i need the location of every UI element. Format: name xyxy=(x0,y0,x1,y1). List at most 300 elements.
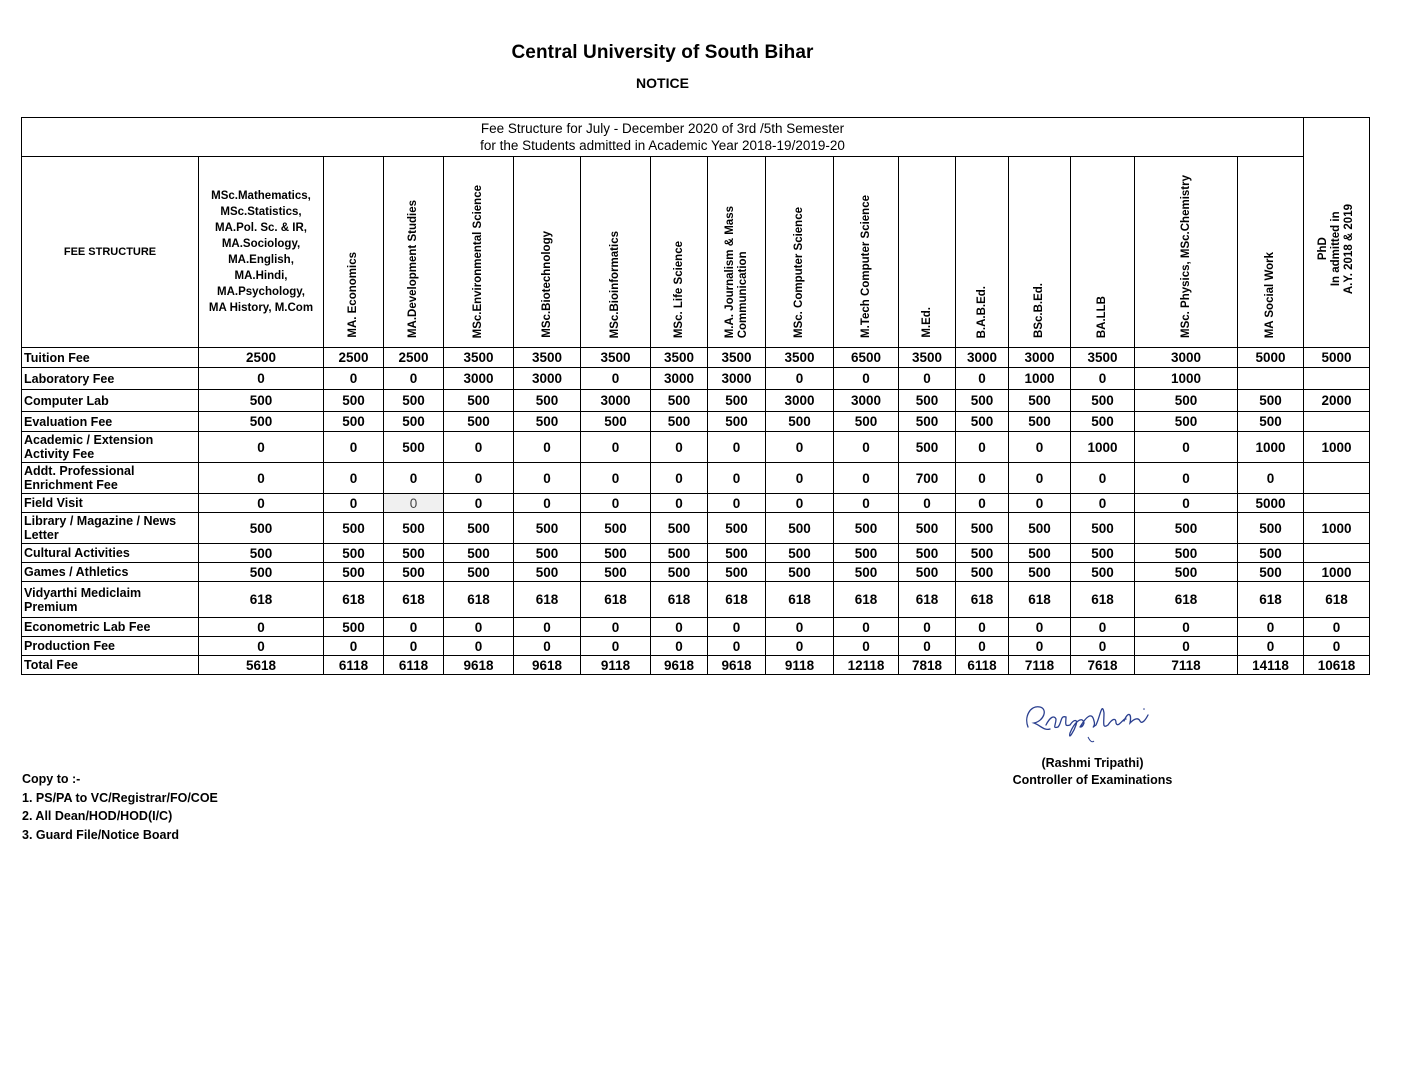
fee-cell: 618 xyxy=(199,582,324,618)
fee-cell: 500 xyxy=(1135,513,1238,544)
fee-cell: 3500 xyxy=(899,348,956,368)
fee-cell: 500 xyxy=(708,563,766,582)
table-caption xyxy=(22,118,1304,157)
fee-cell xyxy=(1304,544,1370,563)
fee-structure-table xyxy=(21,117,1370,675)
column-header xyxy=(384,157,444,348)
fee-cell: 618 xyxy=(834,582,899,618)
fee-cell: 0 xyxy=(444,637,514,656)
fee-cell: 500 xyxy=(384,544,444,563)
fee-cell: 0 xyxy=(766,463,834,494)
copy-to-heading: Copy to :- xyxy=(22,772,81,786)
fee-cell: 0 xyxy=(581,618,651,637)
fee-cell: 0 xyxy=(1238,463,1304,494)
fee-cell: 0 xyxy=(708,432,766,463)
fee-cell: 500 xyxy=(1135,390,1238,412)
fee-cell: 6118 xyxy=(956,656,1009,675)
fee-cell: 500 xyxy=(581,563,651,582)
fee-cell: 500 xyxy=(384,412,444,432)
column-header xyxy=(1238,157,1304,348)
fee-cell: 2500 xyxy=(199,348,324,368)
fee-cell: 0 xyxy=(834,368,899,390)
fee-cell: 0 xyxy=(384,637,444,656)
fee-cell: 0 xyxy=(384,618,444,637)
fee-cell: 9118 xyxy=(766,656,834,675)
fee-cell: 0 xyxy=(199,432,324,463)
row-label: Tuition Fee xyxy=(22,348,199,368)
fee-cell: 0 xyxy=(1009,637,1071,656)
fee-cell: 0 xyxy=(1238,618,1304,637)
fee-cell: 500 xyxy=(324,390,384,412)
fee-cell: 500 xyxy=(766,412,834,432)
fee-cell: 0 xyxy=(956,463,1009,494)
fee-cell: 10618 xyxy=(1304,656,1370,675)
row-label: Econometric Lab Fee xyxy=(22,618,199,637)
fee-cell: 7118 xyxy=(1135,656,1238,675)
fee-cell: 0 xyxy=(444,463,514,494)
fee-cell: 9618 xyxy=(708,656,766,675)
fee-cell: 0 xyxy=(324,463,384,494)
fee-cell: 0 xyxy=(766,494,834,513)
fee-cell: 0 xyxy=(708,637,766,656)
column-header-label: MSc.Environmental Science xyxy=(472,184,484,338)
column-header xyxy=(199,157,324,348)
fee-cell: 500 xyxy=(899,432,956,463)
fee-cell: 0 xyxy=(956,637,1009,656)
column-header-label: MA.Development Studies xyxy=(407,199,419,338)
fee-cell: 500 xyxy=(444,544,514,563)
fee-cell: 1000 xyxy=(1304,432,1370,463)
table-row xyxy=(22,463,1370,494)
row-label: Field Visit xyxy=(22,494,199,513)
fee-cell: 500 xyxy=(514,513,581,544)
fee-cell: 0 xyxy=(324,368,384,390)
fee-cell: 500 xyxy=(444,390,514,412)
fee-cell: 0 xyxy=(199,463,324,494)
column-header-label: M.A. Journalism & Mass Communication xyxy=(723,205,749,338)
fee-cell: 0 xyxy=(199,494,324,513)
fee-cell: 500 xyxy=(199,390,324,412)
fee-cell: 9118 xyxy=(581,656,651,675)
fee-cell: 500 xyxy=(1238,544,1304,563)
fee-cell: 500 xyxy=(1009,412,1071,432)
fee-cell: 0 xyxy=(1135,637,1238,656)
fee-cell: 618 xyxy=(384,582,444,618)
fee-cell: 500 xyxy=(1238,390,1304,412)
copy-to-item: 1. PS/PA to VC/Registrar/FO/COE xyxy=(22,790,218,805)
column-header xyxy=(1304,118,1370,348)
fee-cell: 0 xyxy=(1009,618,1071,637)
fee-cell: 618 xyxy=(1304,582,1370,618)
row-label: Addt. Professional Enrichment Fee xyxy=(22,463,199,494)
fee-cell: 0 xyxy=(1071,368,1135,390)
fee-cell: 0 xyxy=(199,618,324,637)
fee-cell: 7118 xyxy=(1009,656,1071,675)
fee-cell: 500 xyxy=(956,390,1009,412)
fee-cell: 0 xyxy=(1071,494,1135,513)
column-header xyxy=(1071,157,1135,348)
fee-cell: 3500 xyxy=(1071,348,1135,368)
fee-cell: 3500 xyxy=(766,348,834,368)
fee-cell: 500 xyxy=(1238,412,1304,432)
fee-cell: 0 xyxy=(1071,463,1135,494)
fee-cell xyxy=(1304,412,1370,432)
fee-cell: 0 xyxy=(581,494,651,513)
fee-cell: 3000 xyxy=(708,368,766,390)
fee-cell: 0 xyxy=(1071,637,1135,656)
fee-cell: 500 xyxy=(899,412,956,432)
fee-cell: 500 xyxy=(956,513,1009,544)
fee-cell: 7618 xyxy=(1071,656,1135,675)
fee-cell: 618 xyxy=(1009,582,1071,618)
fee-cell: 500 xyxy=(1009,544,1071,563)
fee-cell: 500 xyxy=(384,513,444,544)
fee-cell: 500 xyxy=(199,563,324,582)
fee-cell: 500 xyxy=(1135,412,1238,432)
fee-cell: 6118 xyxy=(384,656,444,675)
fee-cell: 0 xyxy=(899,637,956,656)
fee-cell: 0 xyxy=(956,494,1009,513)
fee-cell: 0 xyxy=(1135,494,1238,513)
fee-cell: 0 xyxy=(1304,618,1370,637)
fee-cell: 0 xyxy=(581,368,651,390)
fee-structure-header: FEE STRUCTURE xyxy=(22,157,199,348)
fee-cell: 500 xyxy=(324,544,384,563)
column-header xyxy=(444,157,514,348)
fee-cell: 500 xyxy=(1135,563,1238,582)
column-header-label: MSc.Bioinformatics xyxy=(609,230,621,338)
column-header xyxy=(899,157,956,348)
fee-cell: 500 xyxy=(1238,563,1304,582)
fee-cell: 0 xyxy=(834,432,899,463)
column-header-label: MSc. Life Science xyxy=(672,240,685,338)
fee-cell: 0 xyxy=(956,368,1009,390)
fee-cell: 500 xyxy=(766,544,834,563)
fee-cell: 0 xyxy=(199,637,324,656)
fee-cell: 500 xyxy=(1071,513,1135,544)
fee-cell: 0 xyxy=(651,432,708,463)
university-title: Central University of South Bihar xyxy=(511,42,814,63)
fee-cell: 500 xyxy=(651,412,708,432)
copy-to-item: 2. All Dean/HOD/HOD(I/C) xyxy=(22,809,173,823)
column-header xyxy=(324,157,384,348)
fee-cell: 500 xyxy=(956,563,1009,582)
fee-cell: 500 xyxy=(708,544,766,563)
fee-cell: 0 xyxy=(444,432,514,463)
fee-cell: 3000 xyxy=(581,390,651,412)
fee-cell: 618 xyxy=(1071,582,1135,618)
fee-cell: 3000 xyxy=(1009,348,1071,368)
fee-cell: 500 xyxy=(708,513,766,544)
fee-cell: 1000 xyxy=(1135,368,1238,390)
fee-cell: 500 xyxy=(1135,544,1238,563)
fee-cell: 500 xyxy=(708,412,766,432)
fee-cell: 700 xyxy=(899,463,956,494)
table-row xyxy=(22,432,1370,463)
fee-cell: 0 xyxy=(834,494,899,513)
row-label: Computer Lab xyxy=(22,390,199,412)
fee-cell: 9618 xyxy=(444,656,514,675)
fee-cell: 0 xyxy=(514,637,581,656)
fee-cell: 618 xyxy=(899,582,956,618)
fee-cell: 500 xyxy=(444,412,514,432)
fee-cell: 500 xyxy=(651,513,708,544)
fee-cell: 3500 xyxy=(651,348,708,368)
fee-cell: 0 xyxy=(651,618,708,637)
fee-cell: 618 xyxy=(581,582,651,618)
fee-cell: 0 xyxy=(708,494,766,513)
copy-to-list xyxy=(22,770,218,844)
fee-cell: 9618 xyxy=(651,656,708,675)
fee-cell: 3500 xyxy=(708,348,766,368)
fee-cell: 0 xyxy=(1071,618,1135,637)
fee-cell: 0 xyxy=(899,368,956,390)
fee-cell: 0 xyxy=(766,368,834,390)
column-header xyxy=(1009,157,1071,348)
row-label: Library / Magazine / News Letter xyxy=(22,513,199,544)
fee-cell: 0 xyxy=(1135,463,1238,494)
column-header-label: MSc. Computer Science xyxy=(793,206,805,338)
fee-cell: 500 xyxy=(1009,390,1071,412)
fee-cell: 5000 xyxy=(1238,494,1304,513)
fee-cell: 500 xyxy=(956,544,1009,563)
fee-cell xyxy=(1238,368,1304,390)
fee-cell: 12118 xyxy=(834,656,899,675)
fee-cell: 0 xyxy=(766,637,834,656)
fee-cell: 500 xyxy=(1071,563,1135,582)
fee-cell: 0 xyxy=(514,494,581,513)
column-header xyxy=(766,157,834,348)
copy-to-item: 3. Guard File/Notice Board xyxy=(22,827,179,842)
column-header xyxy=(834,157,899,348)
fee-cell: 3500 xyxy=(444,348,514,368)
fee-cell: 500 xyxy=(384,390,444,412)
fee-cell: 0 xyxy=(324,494,384,513)
table-row xyxy=(22,563,1370,582)
row-label: Production Fee xyxy=(22,637,199,656)
column-header-label: MA Social Work xyxy=(1264,251,1276,338)
fee-cell: 0 xyxy=(1135,432,1238,463)
column-header xyxy=(651,157,708,348)
fee-cell: 500 xyxy=(581,544,651,563)
fee-cell: 500 xyxy=(834,513,899,544)
fee-cell: 0 xyxy=(708,618,766,637)
caption-line-1: Fee Structure for July - December 2020 of 3rd /5th Semester xyxy=(480,121,845,136)
fee-cell: 500 xyxy=(1009,563,1071,582)
fee-cell: 618 xyxy=(766,582,834,618)
fee-cell: 500 xyxy=(899,390,956,412)
signatory-designation: Controller of Examinations xyxy=(1012,773,1173,787)
fee-cell: 3500 xyxy=(514,348,581,368)
fee-cell: 500 xyxy=(581,513,651,544)
table-row xyxy=(22,368,1370,390)
signatory-block xyxy=(1000,755,1185,789)
fee-cell: 0 xyxy=(834,637,899,656)
fee-cell: 2000 xyxy=(1304,390,1370,412)
fee-cell: 0 xyxy=(1009,494,1071,513)
fee-cell: 618 xyxy=(708,582,766,618)
table-row xyxy=(22,618,1370,637)
fee-cell: 0 xyxy=(324,432,384,463)
column-header xyxy=(956,157,1009,348)
column-header xyxy=(708,157,766,348)
column-header-label: M.Tech Computer Science xyxy=(859,195,872,338)
fee-cell: 0 xyxy=(581,637,651,656)
fee-cell: 0 xyxy=(581,463,651,494)
fee-cell: 500 xyxy=(1071,390,1135,412)
fee-cell: 500 xyxy=(651,390,708,412)
fee-cell: 5618 xyxy=(199,656,324,675)
fee-cell: 500 xyxy=(444,563,514,582)
fee-cell: 3000 xyxy=(766,390,834,412)
fee-cell: 0 xyxy=(1009,432,1071,463)
fee-cell: 6118 xyxy=(324,656,384,675)
table-row xyxy=(22,348,1370,368)
fee-cell: 500 xyxy=(514,544,581,563)
fee-cell: 500 xyxy=(899,544,956,563)
fee-cell: 500 xyxy=(834,544,899,563)
fee-cell: 3500 xyxy=(581,348,651,368)
fee-cell: 0 xyxy=(384,494,444,513)
column-header-label: BA.LLB xyxy=(1096,295,1108,338)
fee-cell: 0 xyxy=(1009,463,1071,494)
column-header xyxy=(1135,157,1238,348)
fee-cell: 0 xyxy=(1238,637,1304,656)
fee-cell: 500 xyxy=(514,412,581,432)
fee-cell: 500 xyxy=(899,513,956,544)
fee-cell: 618 xyxy=(1238,582,1304,618)
table-row xyxy=(22,390,1370,412)
fee-cell: 0 xyxy=(514,432,581,463)
fee-cell: 0 xyxy=(834,618,899,637)
fee-cell: 0 xyxy=(766,618,834,637)
fee-cell: 6500 xyxy=(834,348,899,368)
fee-cell: 0 xyxy=(444,618,514,637)
fee-cell: 0 xyxy=(899,494,956,513)
table-row xyxy=(22,412,1370,432)
fee-cell: 500 xyxy=(708,390,766,412)
fee-cell: 0 xyxy=(651,494,708,513)
fee-cell: 3000 xyxy=(1135,348,1238,368)
fee-cell: 0 xyxy=(834,463,899,494)
fee-cell: 500 xyxy=(766,563,834,582)
fee-cell: 500 xyxy=(384,563,444,582)
fee-cell: 0 xyxy=(651,463,708,494)
fee-cell: 3000 xyxy=(444,368,514,390)
fee-cell: 0 xyxy=(444,494,514,513)
column-header-label: MA. Economics xyxy=(347,252,359,338)
row-label: Total Fee xyxy=(22,656,199,675)
fee-cell: 618 xyxy=(651,582,708,618)
fee-cell: 5000 xyxy=(1238,348,1304,368)
fee-cell: 500 xyxy=(899,563,956,582)
fee-cell: 500 xyxy=(324,618,384,637)
fee-cell: 500 xyxy=(514,563,581,582)
fee-cell: 500 xyxy=(1071,544,1135,563)
fee-cell: 500 xyxy=(651,544,708,563)
column-header-label: B.A.B.Ed. xyxy=(975,285,988,338)
fee-cell: 500 xyxy=(384,432,444,463)
fee-cell: 0 xyxy=(956,432,1009,463)
column-header-label: MSc. Physics, MSc.Chemistry xyxy=(1179,175,1192,338)
fee-cell: 500 xyxy=(834,412,899,432)
fee-cell: 1000 xyxy=(1304,513,1370,544)
row-label: Games / Athletics xyxy=(22,563,199,582)
signatory-name: (Rashmi Tripathi) xyxy=(1041,756,1144,770)
fee-cell: 500 xyxy=(199,544,324,563)
row-label: Vidyarthi Mediclaim Premium xyxy=(22,582,199,618)
fee-cell: 3000 xyxy=(834,390,899,412)
fee-cell: 0 xyxy=(324,637,384,656)
fee-cell: 1000 xyxy=(1009,368,1071,390)
fee-cell: 618 xyxy=(324,582,384,618)
fee-cell: 9618 xyxy=(514,656,581,675)
fee-cell: 2500 xyxy=(324,348,384,368)
fee-cell: 2500 xyxy=(384,348,444,368)
fee-cell: 0 xyxy=(956,618,1009,637)
fee-cell: 500 xyxy=(444,513,514,544)
table-row xyxy=(22,582,1370,618)
fee-cell: 500 xyxy=(1071,412,1135,432)
fee-cell: 618 xyxy=(1135,582,1238,618)
fee-cell: 3000 xyxy=(956,348,1009,368)
fee-cell: 500 xyxy=(514,390,581,412)
notice-heading: NOTICE xyxy=(636,75,689,91)
column-header-label: PhD In admitted in A.Y. 2018 & 2019 xyxy=(1317,203,1355,294)
fee-cell: 0 xyxy=(766,432,834,463)
fee-cell: 618 xyxy=(444,582,514,618)
fee-cell: 0 xyxy=(384,368,444,390)
column-header-label: MSc.Biotechnology xyxy=(540,231,553,338)
fee-cell: 500 xyxy=(1238,513,1304,544)
fee-cell: 5000 xyxy=(1304,348,1370,368)
table-row xyxy=(22,494,1370,513)
fee-cell: 500 xyxy=(324,412,384,432)
fee-cell: 500 xyxy=(324,513,384,544)
signature-image xyxy=(1020,697,1160,749)
fee-cell: 500 xyxy=(1009,513,1071,544)
column-header-label: BSc.B.Ed. xyxy=(1033,283,1045,338)
fee-cell: 500 xyxy=(199,513,324,544)
fee-cell: 500 xyxy=(651,563,708,582)
fee-cell: 500 xyxy=(199,412,324,432)
fee-cell: 14118 xyxy=(1238,656,1304,675)
fee-cell: 500 xyxy=(956,412,1009,432)
fee-cell: 7818 xyxy=(899,656,956,675)
table-row xyxy=(22,544,1370,563)
fee-cell: 0 xyxy=(708,463,766,494)
row-label: Evaluation Fee xyxy=(22,412,199,432)
fee-cell: 0 xyxy=(1304,637,1370,656)
fee-cell: 0 xyxy=(581,432,651,463)
fee-cell: 3000 xyxy=(514,368,581,390)
fee-cell xyxy=(1304,463,1370,494)
fee-cell: 0 xyxy=(384,463,444,494)
fee-cell: 618 xyxy=(956,582,1009,618)
row-label: Academic / Extension Activity Fee xyxy=(22,432,199,463)
row-label: Laboratory Fee xyxy=(22,368,199,390)
fee-cell: 500 xyxy=(581,412,651,432)
fee-cell: 1000 xyxy=(1071,432,1135,463)
fee-cell xyxy=(1304,368,1370,390)
fee-cell: 1000 xyxy=(1238,432,1304,463)
column-header-label: M.Ed. xyxy=(920,307,933,338)
fee-cell: 3000 xyxy=(651,368,708,390)
fee-cell: 0 xyxy=(514,463,581,494)
fee-cell: 0 xyxy=(1135,618,1238,637)
column-header xyxy=(514,157,581,348)
fee-cell: 0 xyxy=(899,618,956,637)
